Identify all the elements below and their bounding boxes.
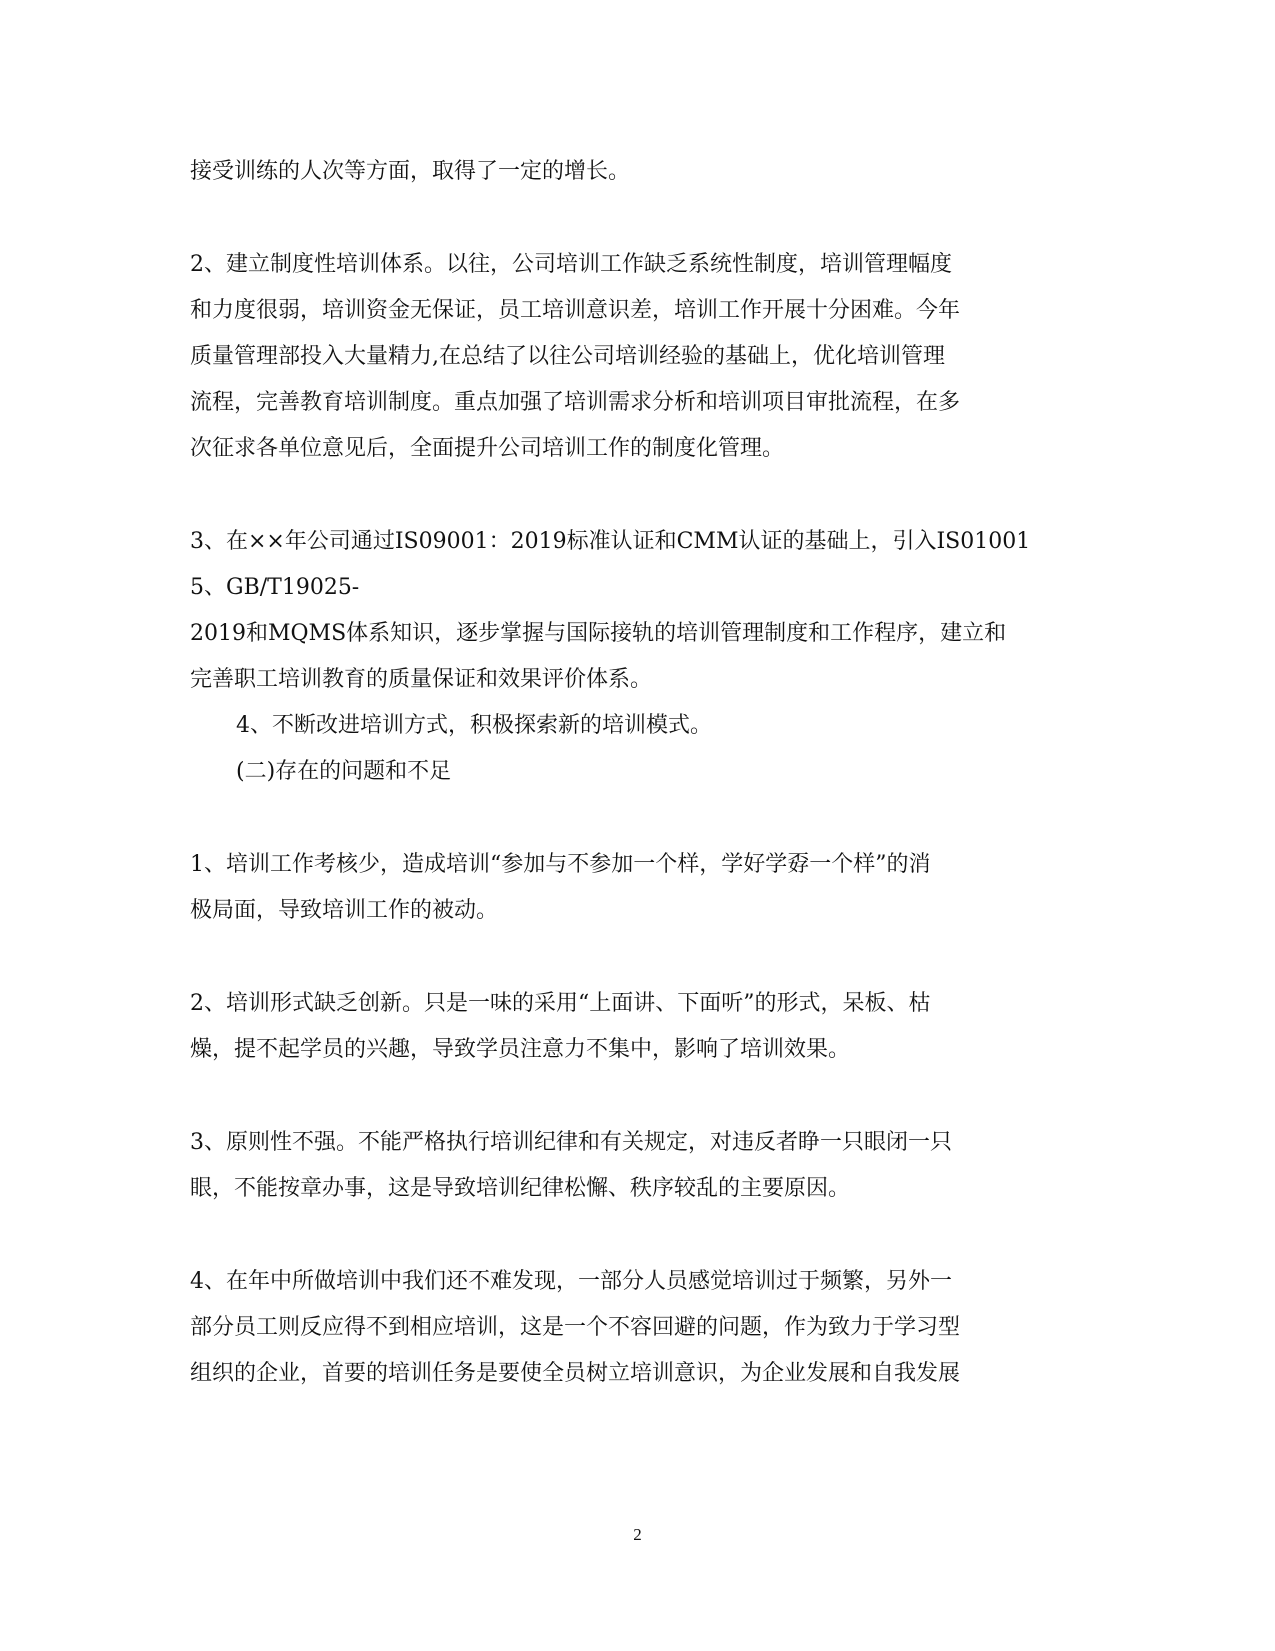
text-line: 质量管理部投入大量精力,在总结了以往公司培训经验的基础上，优化培训管理: [190, 344, 945, 369]
text-line: 组织的企业，首要的培训任务是要使全员树立培训意识，为企业发展和自我发展: [190, 1361, 961, 1386]
text-line: 3、在××年公司通过IS09001：2019标准认证和CMM认证的基础上，引入IS01001: [190, 529, 1031, 554]
text-line: 2019和MQMS体系知识，逐步掌握与国际接轨的培训管理制度和工作程序，建立和: [190, 621, 1007, 646]
text-line: 眼，不能按章办事，这是导致培训纪律松懈、秩序较乱的主要原因。: [190, 1176, 851, 1201]
text-line: 部分员工则反应得不到相应培训，这是一个不容回避的问题，作为致力于学习型: [190, 1315, 961, 1340]
text-line: 完善职工培训教育的质量保证和效果评价体系。: [190, 667, 653, 692]
page-number: 2: [633, 1525, 642, 1544]
text-line: 2、培训形式缺乏创新。只是一味的采用“上面讲、下面听”的形式，呆板、枯: [190, 991, 931, 1016]
text-line: 1、培训工作考核少，造成培训“参加与不参加一个样，学好学孬一个样”的消: [190, 852, 931, 877]
text-line: 4、在年中所做培训中我们还不难发现，一部分人员感觉培训过于频繁，另外一: [190, 1269, 952, 1294]
text-line: 3、原则性不强。不能严格执行培训纪律和有关规定，对违反者睁一只眼闭一只: [190, 1130, 952, 1155]
text-line: 2、建立制度性培训体系。以往，公司培训工作缺乏系统性制度，培训管理幅度: [190, 252, 952, 277]
section-heading: (二)存在的问题和不足: [236, 759, 452, 784]
text-line: 4、不断改进培训方式，积极探索新的培训模式。: [236, 713, 712, 738]
text-line: 5、GB/T19025-: [190, 575, 360, 600]
text-line: 极局面，导致培训工作的被动。: [190, 898, 499, 923]
text-line: 和力度很弱，培训资金无保证，员工培训意识差，培训工作开展十分困难。今年: [190, 298, 961, 323]
text-line: 燥，提不起学员的兴趣，导致学员注意力不集中，影响了培训效果。: [190, 1037, 851, 1062]
text-line: 流程，完善教育培训制度。重点加强了培训需求分析和培训项目审批流程，在多: [190, 390, 961, 415]
text-line: 次征求各单位意见后，全面提升公司培训工作的制度化管理。: [190, 436, 785, 461]
text-line: 接受训练的人次等方面，取得了一定的增长。: [190, 159, 631, 184]
